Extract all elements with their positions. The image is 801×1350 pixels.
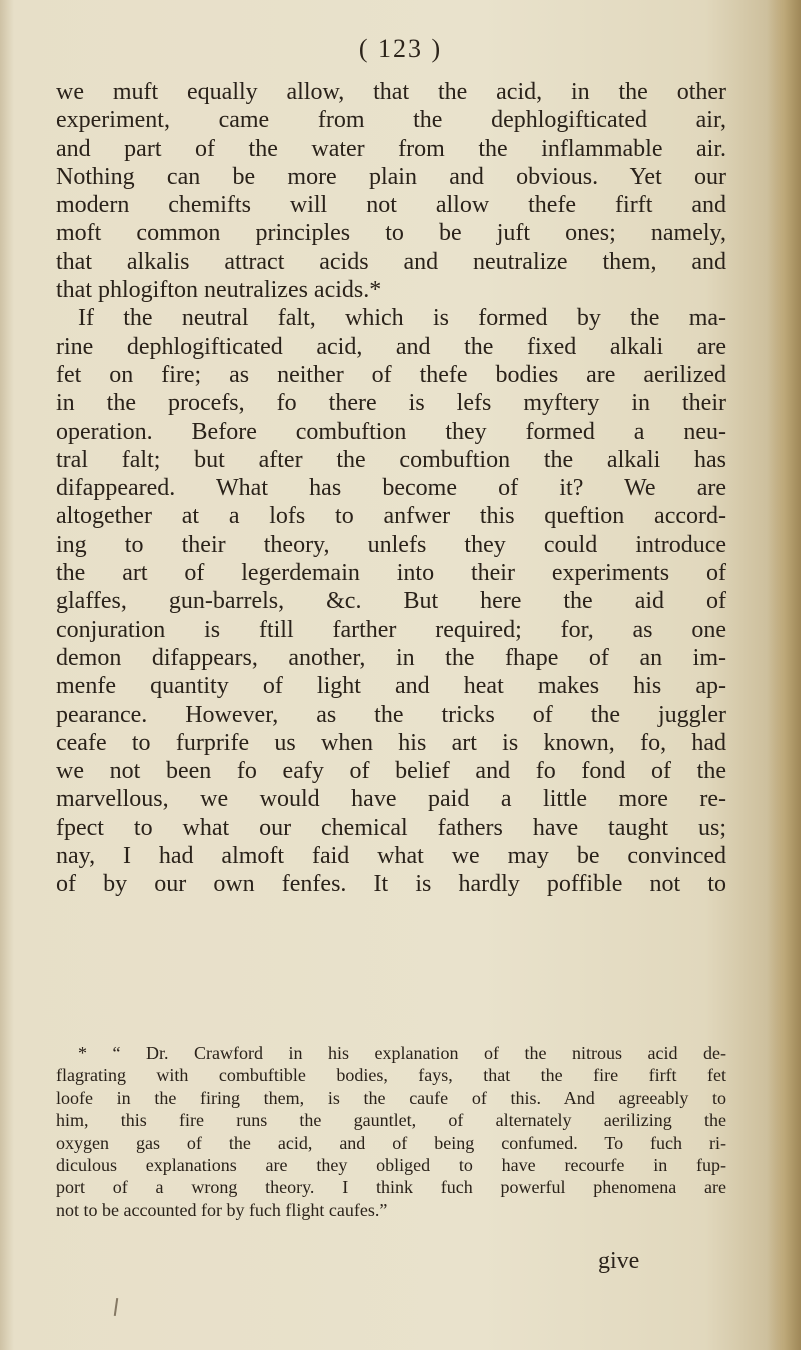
- body-line: moft common principles to be juft ones; namely,: [56, 220, 726, 247]
- footnote-line: not to be accounted for by fuch flight caufes.”: [56, 1199, 388, 1220]
- body-line: in the procefs, fo there is lefs myftery in their: [56, 390, 726, 417]
- body-line: modern chemifts will not allow thefe firft and: [56, 192, 726, 219]
- body-line: glaffes, gun-barrels, &c. But here the aid of: [56, 588, 726, 615]
- body-line: menfe quantity of light and heat makes his ap-: [56, 673, 726, 700]
- body-line: altogether at a lofs to anfwer this queftion accord-: [56, 503, 726, 530]
- page-right-edge: [767, 0, 801, 1350]
- footnote-line: him, this fire runs the gauntlet, of alternately aerilizing the: [56, 1110, 726, 1131]
- footnote-line: * “ Dr. Crawford in his explanation of the nitrous acid de-: [78, 1043, 726, 1063]
- body-line: Nothing can be more plain and obvious. Yet our: [56, 163, 726, 190]
- body-line: pearance. However, as the tricks of the juggler: [56, 701, 726, 728]
- body-line: fpect to what our chemical fathers have taught us;: [56, 814, 726, 841]
- body-line: ing to their theory, unlefs they could introduce: [56, 531, 726, 558]
- body-line: fet on fire; as neither of thefe bodies are aerilized: [56, 361, 726, 388]
- body-line: If the neutral falt, which is formed by the ma-: [78, 305, 726, 332]
- body-line: ceafe to furprife us when his art is known, fo, had: [56, 729, 726, 756]
- catchword: give: [598, 1248, 640, 1274]
- body-line: rine dephlogifticated acid, and the fixed alkali are: [56, 333, 726, 360]
- footnote-line: port of a wrong theory. I think fuch powerful phenomena are: [56, 1177, 726, 1198]
- body-line: difappeared. What has become of it? We are: [56, 475, 726, 502]
- page-number: ( 123 ): [358, 34, 443, 63]
- body-line: conjuration is ftill farther required; for, as one: [56, 616, 726, 643]
- footnote: [56, 1042, 726, 1221]
- body-line: nay, I had almoft faid what we may be convinced: [56, 843, 726, 870]
- body-line: we muft equally allow, that the acid, in the other: [56, 79, 726, 105]
- footnote-line: flagrating with combuftible bodies, fays, that the fire firft fet: [56, 1065, 726, 1086]
- body-line: operation. Before combuftion they formed a neu-: [56, 418, 726, 445]
- body-line: of by our own fenfes. It is hardly poffible not to: [56, 871, 726, 898]
- footnote-line: oxygen gas of the acid, and of being confumed. To fuch ri-: [56, 1132, 726, 1153]
- footnote-line: diculous explanations are they obliged to have recourfe in fup-: [56, 1154, 726, 1175]
- body-line: experiment, came from the dephlogifticated air,: [56, 107, 726, 134]
- page-left-shadow: [0, 0, 14, 1350]
- body-line: the art of legerdemain into their experiments of: [56, 560, 726, 587]
- body-text: [56, 78, 726, 899]
- body-line: marvellous, we would have paid a little more re-: [56, 786, 726, 813]
- body-line: tral falt; but after the combuftion the alkali has: [56, 446, 726, 473]
- body-line: that phlogifton neutralizes acids.*: [56, 277, 382, 304]
- body-line: and part of the water from the inflammable air.: [56, 135, 726, 162]
- body-line: demon difappears, another, in the fhape of an im-: [56, 644, 726, 671]
- body-line: we not been fo eafy of belief and fo fond of the: [56, 758, 726, 785]
- footnote-line: loofe in the firing them, is the caufe of this. And agreeably to: [56, 1087, 726, 1108]
- body-line: that alkalis attract acids and neutralize them, and: [56, 248, 726, 275]
